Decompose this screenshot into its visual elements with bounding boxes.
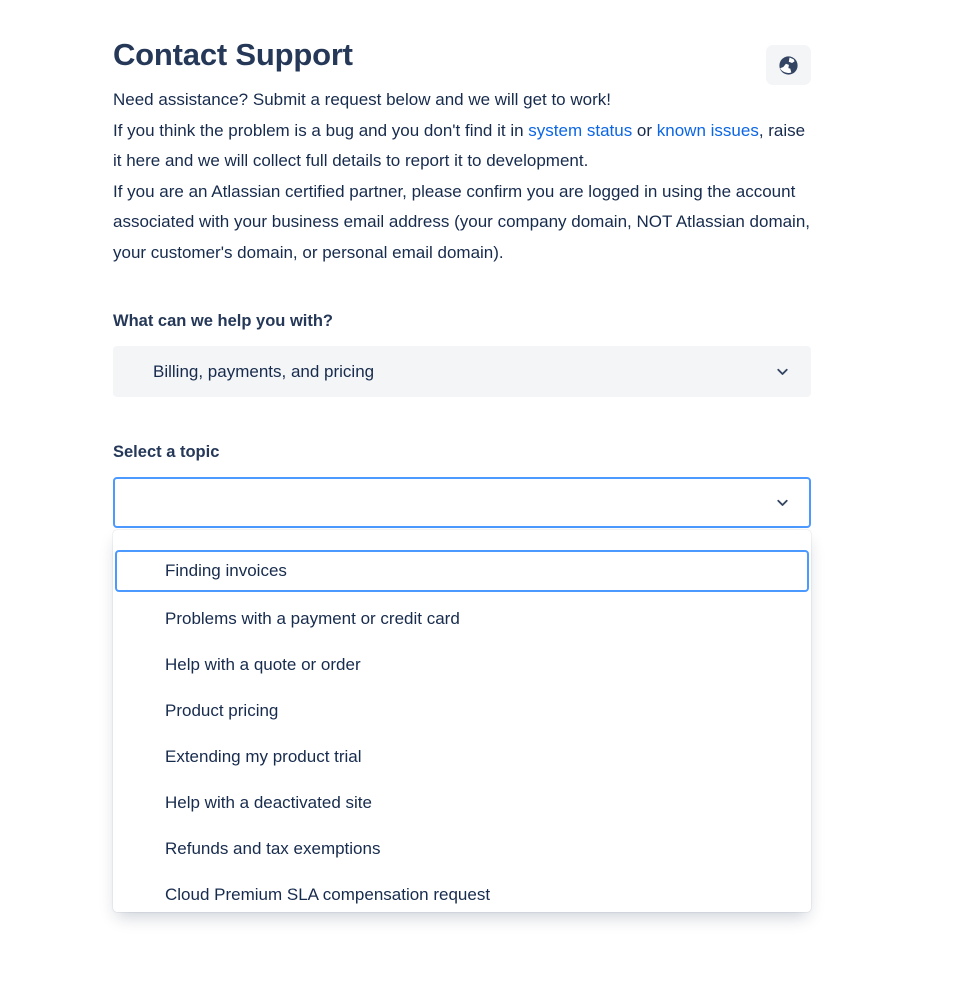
topic-option-quote-or-order[interactable]: Help with a quote or order <box>165 655 361 674</box>
intro-paragraph: Need assistance? Submit a request below and we will get to work! <box>113 90 611 109</box>
topic-option-finding-invoices[interactable]: Finding invoices <box>115 550 809 592</box>
known-issues-link[interactable]: known issues <box>656 120 759 140</box>
bug-paragraph-text-after: , raise it here and we will collect full details to report it to development. <box>113 120 806 170</box>
contact-support-page <box>113 0 811 912</box>
topic-label: Select a topic <box>113 443 220 461</box>
page-header <box>113 0 811 85</box>
topic-dropdown <box>113 530 811 912</box>
topic-option-payment-problems[interactable]: Problems with a payment or credit card <box>165 609 460 628</box>
topic-option-sla-compensation[interactable]: Cloud Premium SLA compensation request <box>165 885 491 904</box>
topic-option-deactivated-site[interactable]: Help with a deactivated site <box>165 793 372 812</box>
partner-paragraph: If you are an Atlassian certified partner, please confirm you are logged in using the account associated with your business email address (your company domain, NOT Atlassian domain, your customer's domain, or personal email domain). <box>113 181 811 262</box>
category-label: What can we help you with? <box>113 312 334 330</box>
chevron-down-icon <box>774 363 791 380</box>
language-button[interactable] <box>766 45 811 85</box>
topic-select[interactable] <box>113 477 811 528</box>
bug-paragraph <box>113 116 811 177</box>
system-status-link[interactable]: system status <box>528 120 633 140</box>
category-select[interactable] <box>113 346 811 397</box>
page-title: Contact Support <box>113 37 353 72</box>
topic-field <box>113 443 811 912</box>
chevron-down-icon <box>774 494 791 511</box>
bug-paragraph-text-middle: or <box>632 120 657 140</box>
globe-icon <box>777 54 800 77</box>
category-field <box>113 312 811 397</box>
topic-option-extending-trial[interactable]: Extending my product trial <box>165 747 362 766</box>
bug-paragraph-text-before: If you think the problem is a bug and you don't find it in <box>113 120 529 140</box>
topic-option-refunds-tax[interactable]: Refunds and tax exemptions <box>165 839 381 858</box>
category-select-value: Billing, payments, and pricing <box>153 361 375 381</box>
topic-option-product-pricing[interactable]: Product pricing <box>165 701 279 720</box>
